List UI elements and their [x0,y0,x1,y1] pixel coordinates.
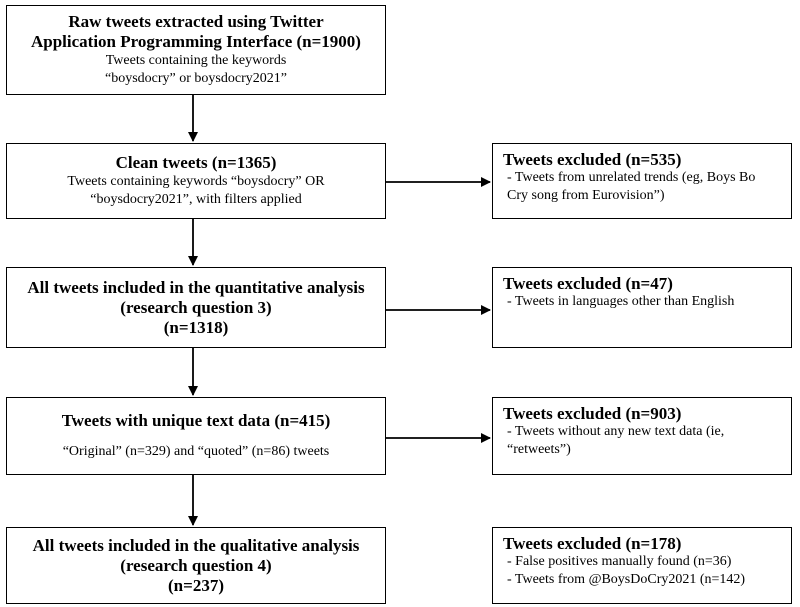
exclusion-box-2 [492,267,792,348]
step-desc-line: “boysdocry” or boysdocry2021” [105,71,287,86]
exclusion-title: Tweets excluded (n=178) [503,534,682,553]
exclusion-box-1 [492,143,792,219]
step-title-line: (research question 4) [120,555,272,575]
step-desc-line: “Original” (n=329) and “quoted” (n=86) tweets [62,444,330,459]
exclusion-box-4 [492,527,792,604]
exclusion-box-3 [492,397,792,475]
exclusion-title: Tweets excluded (n=903) [503,404,682,423]
step-box-clean-tweets [6,143,386,219]
step-desc-line: “boysdocry2021”, with filters applied [90,192,302,207]
exclusion-item: “retweets”) [507,442,571,457]
step-box-quantitative-analysis [6,267,386,348]
exclusion-item: - Tweets in languages other than English [507,294,735,309]
step-title-line: Raw tweets extracted using Twitter [68,12,324,31]
step-title-line: Application Programming Interface (n=1900) [31,32,361,51]
step-box-unique-text-data [6,397,386,475]
exclusion-item: Cry song from Eurovision”) [507,188,665,203]
exclusion-item: - Tweets from unrelated trends (eg, Boys Bo [507,170,756,185]
step-box-qualitative-analysis [6,527,386,604]
step-title-line: Tweets with unique text data (n=415) [61,411,331,430]
step-title-line: (n=1318) [163,317,229,337]
step-desc-line: Tweets containing keywords “boysdocry” OR [67,174,325,189]
exclusion-item: - Tweets without any new text data (ie, [507,424,725,439]
step-box-raw-tweets [6,5,386,95]
exclusion-title: Tweets excluded (n=535) [503,150,682,169]
step-title-line: Clean tweets (n=1365) [115,153,277,172]
exclusion-item: - False positives manually found (n=36) [507,554,732,569]
step-title-line: All tweets included in the qualitative analysis [32,535,360,555]
exclusion-title: Tweets excluded (n=47) [503,274,673,293]
exclusion-item: - Tweets from @BoysDoCry2021 (n=142) [507,572,746,587]
step-desc-line: Tweets containing the keywords [105,53,287,68]
step-title-line: (n=237) [168,575,224,595]
step-title-line: (research question 3) [120,297,272,317]
step-title-line: All tweets included in the quantitative analysis [27,277,365,297]
